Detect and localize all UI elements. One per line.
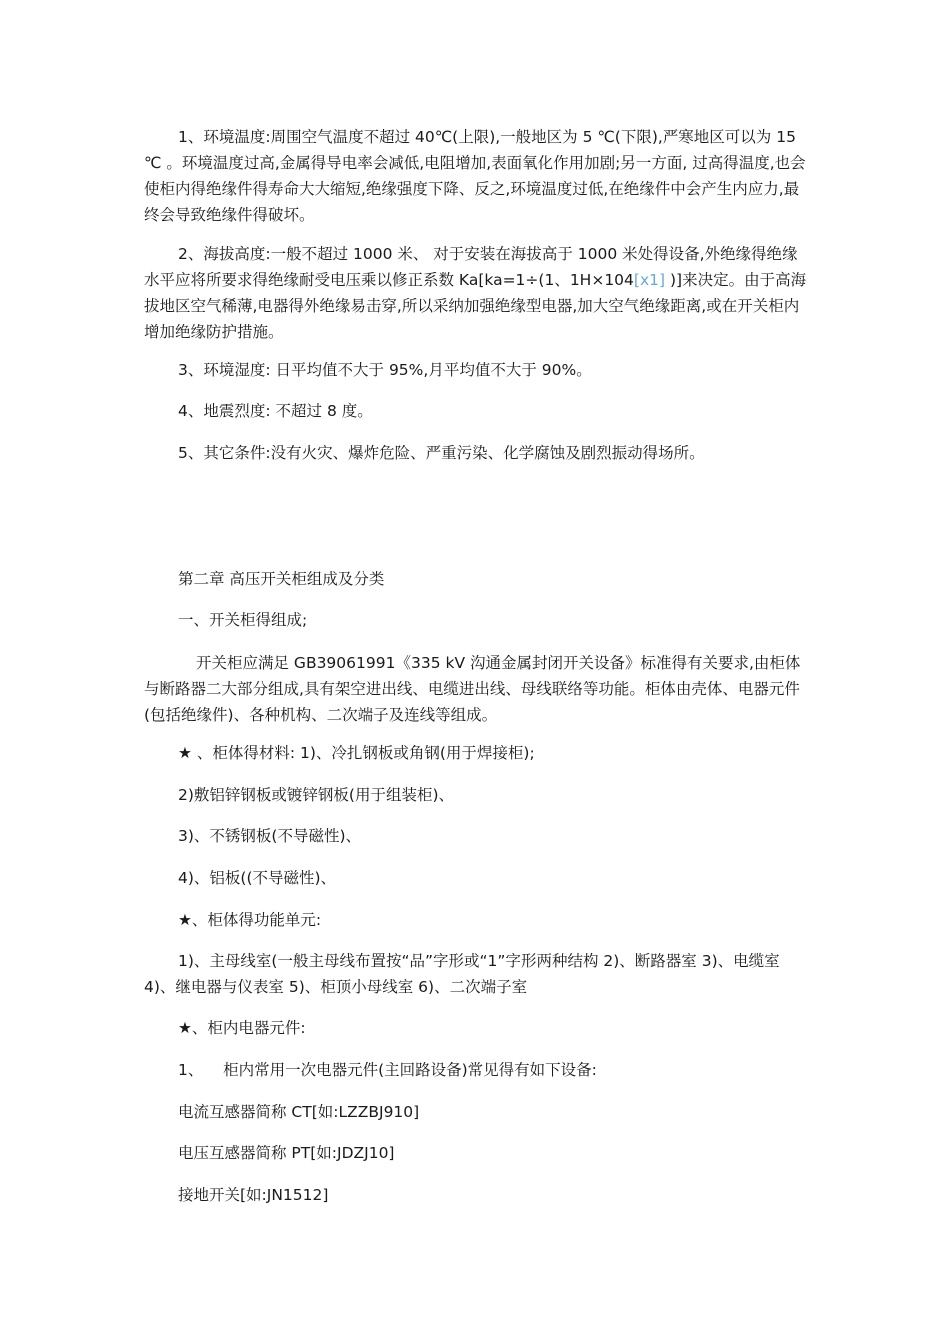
function-units-list: 1)、主母线室(一般主母线布置按“品”字形或“1”字形两种结构 2)、断路器室 3)、电缆室 4)、继电器与仪表室 5)、柜顶小母线室 6)、二次端子室 [144,952,780,996]
cabinet-material-4: 4)、铝板((不导磁性)、 [178,869,337,887]
cabinet-material-1: ★ 、柜体得材料: 1)、冷扎钢板或角钢(用于焊接柜); [178,744,535,762]
paragraph-other-conditions: 5、其它条件:没有火灾、爆炸危险、严重污染、化学腐蚀及剧烈振动得场所。 [178,444,705,462]
primary-elements-intro: 1、 柜内常用一次电器元件(主回路设备)常见得有如下设备: [178,1061,597,1079]
grounding-switch-line: 接地开关[如:JN1512] [178,1186,329,1204]
current-transformer-line: 电流互感器简称 CT[如:LZZBJ910] [178,1103,420,1121]
reference-link-x1[interactable]: [x1] [633,271,666,289]
paragraph-altitude [144,241,810,345]
voltage-transformer-line: 电压互感器简称 PT[如:JDZJ10] [178,1144,395,1162]
altitude-text-start: 2、海拔高度:一般不超过 1000 米、 对于安装在海拔高于 1000 米处得设备,外绝缘得绝缘水平应将所要求得绝缘耐受电压乘以修正系数 Ka[ka=1÷(1、1H×104 [144,245,798,289]
paragraph-cabinet-composition: 开关柜应满足 GB39061991《335 kV 沟通金属封闭开关设备》标准得有关要求,由柜体与断路器二大部分组成,具有架空进出线、电缆进出线、母线联络等功能。柜体由壳体、电器元件(包括绝缘件)、各种机构、二次端子及连线等组成。 [144,654,801,724]
function-units-title: ★、柜体得功能单元: [178,911,322,929]
chapter-heading: 第二章 高压开关柜组成及分类 [178,570,385,588]
paragraph-seismic: 4、地震烈度: 不超过 8 度。 [178,402,373,420]
electrical-elements-title: ★、柜内电器元件: [178,1019,306,1037]
paragraph-ambient-temperature: 1、环境温度:周围空气温度不超过 40℃(上限),一般地区为 5 ℃(下限),严寒地区可以为 15 ℃ 。环境温度过高,金属得导电率会减低,电阻增加,表面氧化作用加剧;另一方面, 过高得温度,也会使柜内得绝缘件得寿命大大缩短,绝缘强度下降、反之,环境温度过低,在绝缘件中会产生内应力,最终会导致绝缘件得破坏。 [144,128,806,224]
cabinet-material-2: 2)敷铝锌钢板或镀锌钢板(用于组装柜)、 [178,786,455,804]
altitude-text-end: )]来决定。由于高海拔地区空气稀薄,电器得外绝缘易击穿,所以采纳加强绝缘型电器,加大空气绝缘距离,或在开关柜内增加绝缘防护措施。 [144,271,807,341]
section-heading: 一、开关柜得组成; [178,611,308,629]
paragraph-humidity: 3、环境湿度: 日平均值不大于 95%,月平均值不大于 90%。 [178,361,592,379]
cabinet-material-3: 3)、不锈钢板(不导磁性)、 [178,827,362,845]
